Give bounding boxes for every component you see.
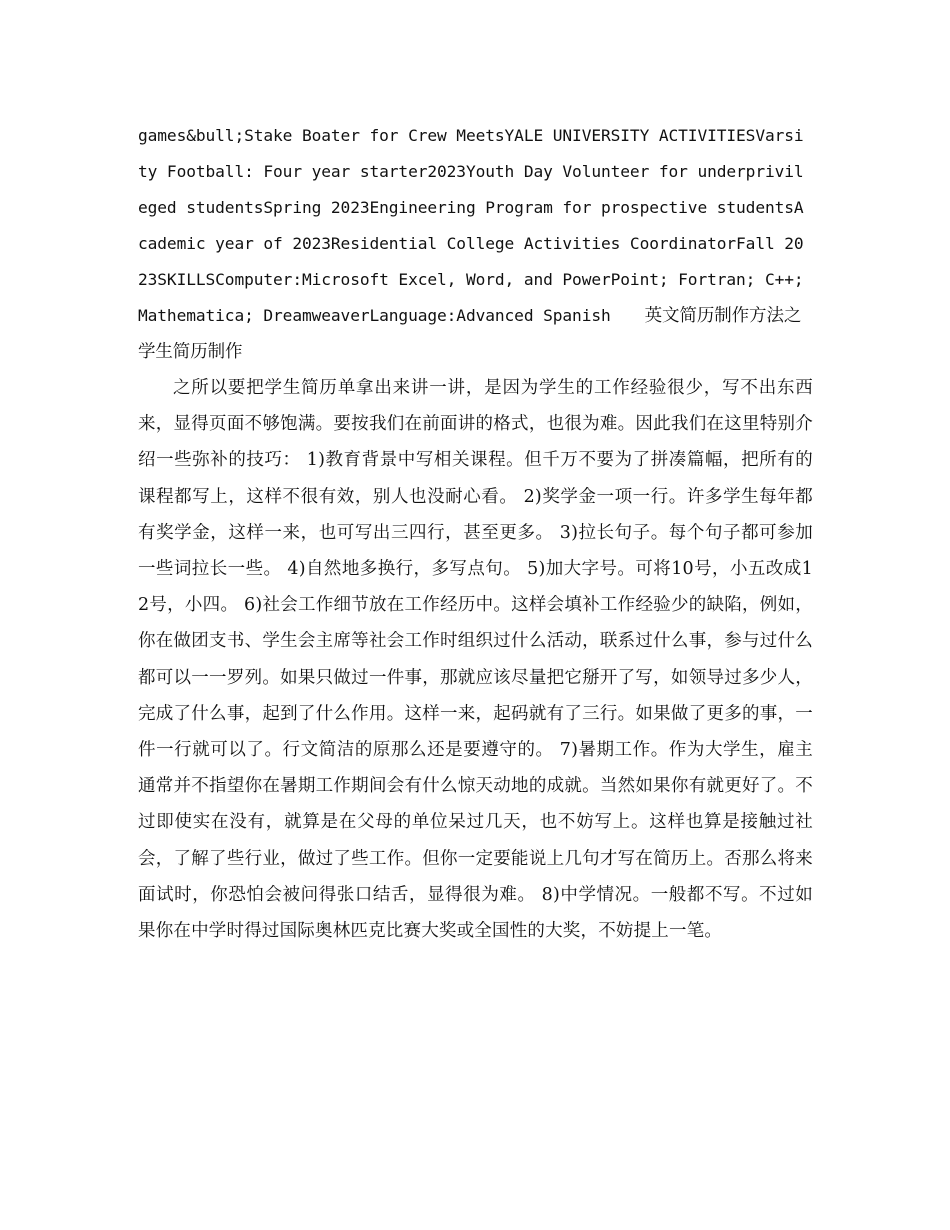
- resume-english-text: games&bull;Stake Boater for Crew MeetsYALE UNIVERSITY ACTIVITIESVarsity Football: Four year starter2023Youth Day Volunteer for underprivileged studentsSpring 2023Engineering Program for prospective studentsAcademic year of 2023Residential College Activities CoordinatorFall 2023SKILLSComputer:Microsoft Excel, Word, and PowerPoint; Fortran; C++; Mathematica; DreamweaverLanguage:Advanced Spanish: [138, 126, 804, 325]
- student-resume-tips-paragraph: 之所以要把学生简历单拿出来讲一讲，是因为学生的工作经验很少，写不出东西来，显得页面不够饱满。要按我们在前面讲的格式，也很为难。因此我们在这里特别介绍一些弥补的技巧： 1)教育背景中写相关课程。但千万不要为了拼凑篇幅，把所有的课程都写上，这样不很有效，别人也没耐心看。 2)奖学金一项一行。许多学生每年都有奖学金，这样一来，也可写出三四行，甚至更多。 3)拉长句子。每个句子都可参加一些词拉长一些。 4)自然地多换行，多写点句。 5)加大字号。可将10号，小五改成12号，小四。 6)社会工作细节放在工作经历中。这样会填补工作经验少的缺陷，例如，你在做团支书、学生会主席等社会工作时组织过什么活动，联系过什么事，参与过什么都可以一一罗列。如果只做过一件事，那就应该尽量把它掰开了写，如领导过多少人，完成了什么事，起到了什么作用。这样一来，起码就有了三行。如果做了更多的事，一件一行就可以了。行文简洁的原那么还是要遵守的。 7)暑期工作。作为大学生，雇主通常并不指望你在暑期工作期间会有什么惊天动地的成就。当然如果你有就更好了。不过即使实在没有，就算是在父母的单位呆过几天，也不妨写上。这样也算是接触过社会，了解了些行业，做过了些工作。但你一定要能说上几句才写在简历上。否那么将来面试时，你恐怕会被问得张口结舌，显得很为难。 8)中学情况。一般都不写。不过如果你在中学时得过国际奥林匹克比赛大奖或全国性的大奖，不妨提上一笔。: [138, 378, 813, 942]
- section-heading: 英文简历制作方法之学生简历制作: [138, 306, 802, 362]
- resume-activities-skills-text: [138, 118, 813, 370]
